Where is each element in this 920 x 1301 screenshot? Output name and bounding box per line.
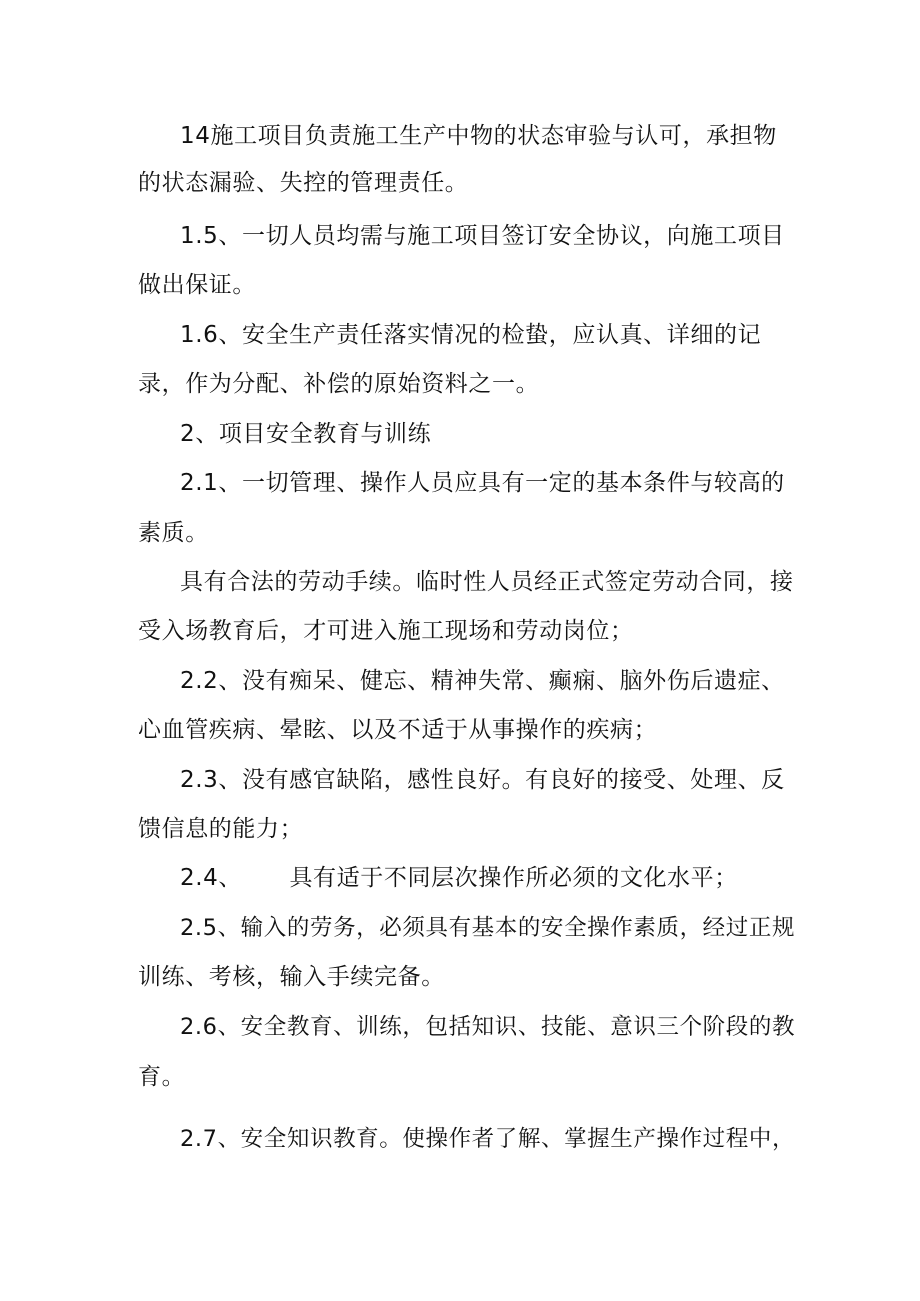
paragraph-line: 的状态漏验、失控的管理责任。 xyxy=(138,170,469,196)
paragraph-line: 2.7、安全知识教育。使操作者了解、掌握生产操作过程中， xyxy=(180,1126,796,1152)
paragraph-line: 1.5、一切人员均需与施工项目签订安全协议，向施工项目 xyxy=(180,223,785,249)
paragraph-line: 2.3、没有感官缺陷，感性良好。有良好的接受、处理、反 xyxy=(180,767,785,793)
paragraph-line: 1.6、安全生产责任落实情况的检蛰，应认真、详细的记 xyxy=(180,322,762,348)
paragraph-line: 2.4、 具有适于不同层次操作所必须的文化水平； xyxy=(180,865,738,891)
paragraph-line: 2.2、没有痴呆、健忘、精神失常、癫痫、脑外伤后遗症、 xyxy=(180,668,785,694)
paragraph-line: 受入场教育后，才可进入施工现场和劳动岗位； xyxy=(138,618,634,644)
paragraph-line: 2.5、输入的劳务，必须具有基本的安全操作素质，经过正规 xyxy=(180,915,796,941)
paragraph-line: 2.1、一切管理、操作人员应具有一定的基本条件与较高的 xyxy=(180,470,785,496)
paragraph-line: 训练、考核，输入手续完备。 xyxy=(138,964,445,990)
paragraph-line: 14施工项目负责施工生产中物的状态审验与认可，承担物 xyxy=(180,123,777,149)
paragraph-line: 2.6、安全教育、训练，包括知识、技能、意识三个阶段的教 xyxy=(180,1014,796,1040)
paragraph-line: 育。 xyxy=(138,1064,186,1090)
paragraph-line: 具有合法的劳动手续。临时性人员经正式签定劳动合同，接 xyxy=(180,569,794,595)
paragraph-line: 素质。 xyxy=(138,520,209,546)
paragraph-line: 心血管疾病、晕眩、以及不适于从事操作的疾病； xyxy=(138,717,658,743)
paragraph-line: 做出保证。 xyxy=(138,272,256,298)
section-heading: 2、项目安全教育与训练 xyxy=(180,421,432,447)
paragraph-line: 录，作为分配、补偿的原始资料之一。 xyxy=(138,371,540,397)
paragraph-line: 馈信息的能力； xyxy=(138,816,304,842)
